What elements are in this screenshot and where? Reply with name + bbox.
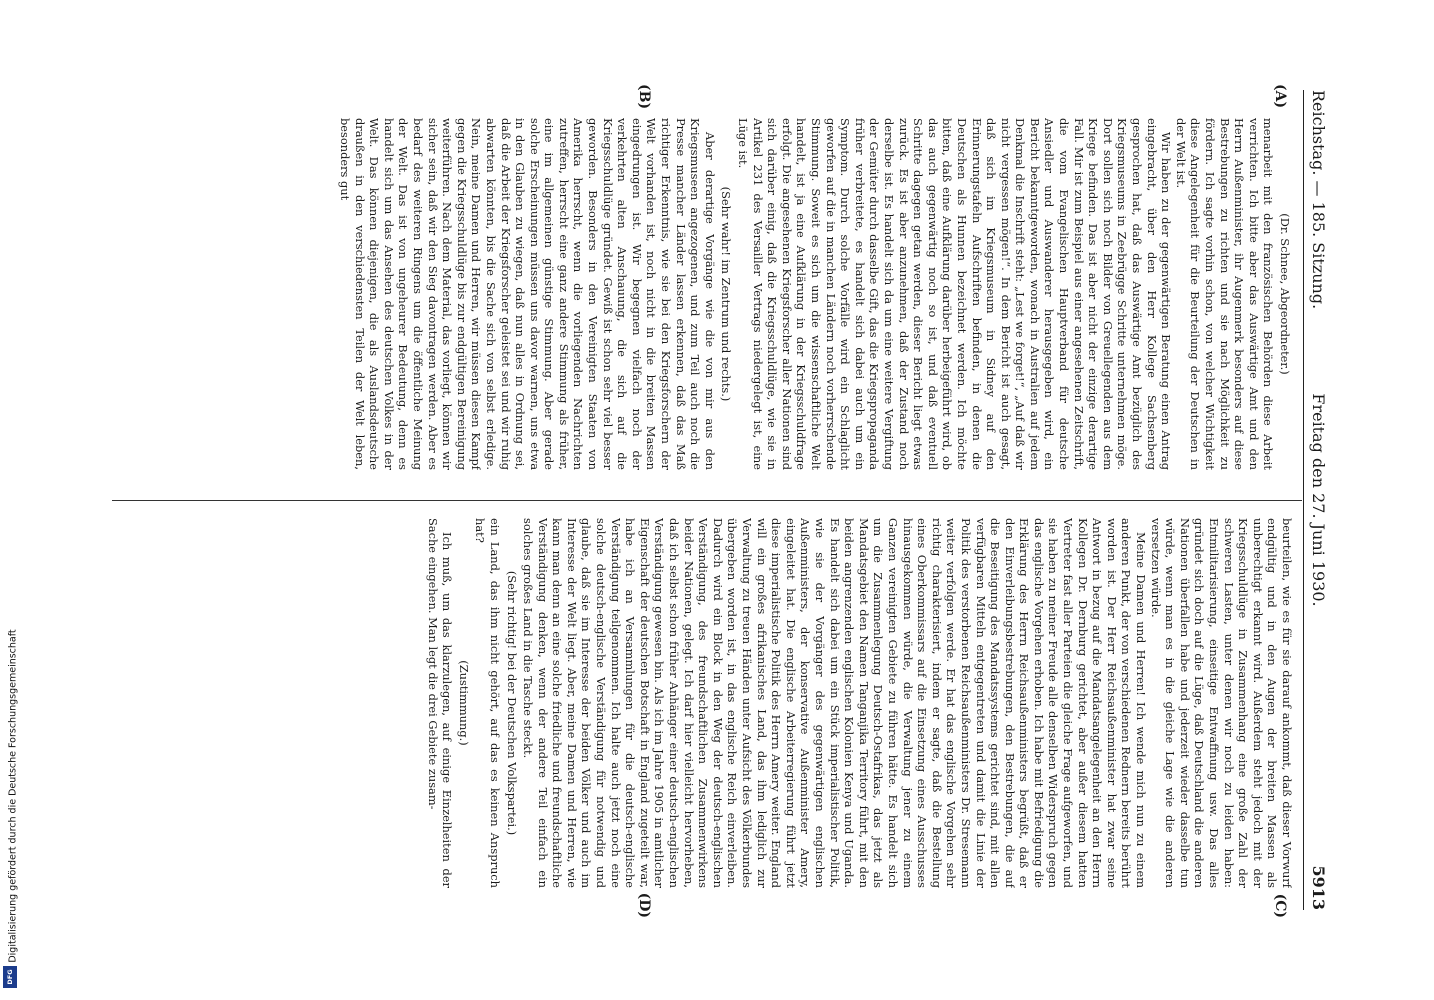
digitization-credit-text: Digitalisierung gefördert durch die Deutsche Forschungsgemeinschaft: [7, 629, 19, 963]
left-column: [110, 118, 1294, 470]
margin-marker-b: (B): [636, 84, 652, 110]
interjection: (Sehr wahr! im Zentrum und rechts.): [719, 186, 734, 402]
margin-marker-c: (C): [1272, 893, 1288, 918]
paragraph: menarbeit mit den französischen Behörden diese Arbeit verrichten. Ich bitte aber das Auswärtige Amt und den Herrn Außenminister, ihr Augenmerk besonders auf diese Bestrebungen zu richten und sie nach Möglichkeit zu fördern. Ich sagte vorhin schon, von welcher Wichtigkeit diese Angelegenheit für die Beurteilung der Deutschen in der Welt ist.: [1173, 118, 1276, 470]
paragraph: Ich muß, um das klarzulegen, auf einige Einzelheiten der Sache eingehen. Man legt die drei Gebiete zusam-: [425, 518, 455, 888]
paragraph: beurteilen, wie es für sie darauf ankommt, daß dieser Vorwurf endgültig und in den Augen der breiten Massen als unberechtigt erkannt wird. Außerdem steht jedoch mit der Kriegsschuldlüge in Zusammenhang eine große Zahl der schweren Lasten, unter denen wir noch zu leiden haben: Entmilitarisierung, einseitige Entwaffnung usw. Das alles gründet sich doch auf die Lüge, daß Deutschland die anderen Nationen überfallen habe und jederzeit wieder dasselbe tun würde, wenn man es in die gleiche Lage wie die anderen versetzen würde.: [1148, 518, 1294, 888]
page-number: 5913: [1309, 865, 1328, 910]
interjection: (Zustimmung.): [456, 660, 471, 746]
page-header: [1302, 90, 1328, 910]
column-divider: [112, 500, 1302, 501]
rotated-page: [92, 70, 1342, 930]
paragraph: ein Land, das ihm nicht gehört, auf das es keinen Anspruch hat?: [473, 518, 502, 888]
interjection: (Sehr richtig! bei der Deutschen Volkspartei.): [504, 570, 519, 836]
digitization-credit: [2, 602, 24, 990]
dfg-logo: [3, 966, 17, 988]
paragraph: Meine Damen und Herren! Ich wende mich nun zu einem anderen Punkt, der von verschiedenen Rednern bereits berührt worden ist. Der Herr Reichsaußenminister hat zwar seine Antwort in bezug auf die Mandatsangelegenheit an den Herrn Kollegen Dr. Dernburg gerichtet, aber außer diesem hatten Vertreter fast aller Parteien die gleiche Frage aufgeworfen, und sie haben zu meiner Freude alle denselben Widerspruch gegen das englische Vorgehen erhoben. Ich habe mit Befriedigung die Erklärung des Herrn Reichsaußenministers begrüßt, daß er den Einverleibungsbestrebungen, den Bestrebungen, die auf die Beseitigung des Mandatssystems gerichtet sind, mit allen verfügbaren Mitteln entgegentreten und damit die Linie der Politik des verstorbenen Reichsaußenministers Dr. Stresemann weiter verfolgen werde. Er hat das englische Vorgehen sehr richtig charakterisiert, indem er sagte, daß die Bestellung eines Oberkommissars auf die Einsetzung eines Ausschusses hinausgekommen würde, die Verwaltung jener zu einem Ganzen vereinigten Gebiete zu führen hätte. Es handelt sich um die Zusammenlegung Deutsch-Ostafrikas, das jetzt als Mandatsgebiet den Namen Tanganjika Territory führt, mit den beiden angrenzenden englischen Kolonien Kenya und Uganda. Es handelt sich dabei um ein Stück imperialistischer Politik, wie sie der Vorgänger des gegenwärtigen englischen Außenministers, der konservative Außenminister Amery, eingeleitet hat. Die englische Arbeiterregierung führt jetzt diese imperialistische Politik des Herrn Amery weiter. England will ein großes afrikanisches Land, das ihm lediglich zur Verwaltung zu treuen Händen unter Aufsicht des Völkerbundes übergeben worden ist, in das englische Reich einverleiben. Dadurch wird ein Block in den Weg der deutsch-englischen Verständigung, des freundschaftlichen Zusammenwirkens beider Nationen, gelegt. Ich darf hier vielleicht hervorheben, daß ich selbst schon früher Anhänger einer deutsch-englischen Verständigung gewesen bin. Als ich im Jahre 1905 in amtlicher Eigenschaft der deutschen Botschaft in England zugeteilt war, habe ich an Versammlungen für die deutsch-englische Verständigung teilgenommen. Ich halte auch jetzt noch eine solche deutsch-englische Verständigung für notwendig und glaube, daß sie im Interesse der beiden Völker und auch im Interesse der Welt liegt. Aber, meine Damen und Herren, wie kann man denn an eine solche friedliche und freundschaftliche Verständigung denken, wenn der andere Teil einfach ein solches großes Land in die Tasche steckt.: [521, 518, 1149, 888]
margin-marker-a: (A): [1272, 84, 1288, 109]
header-rule: [1303, 90, 1304, 910]
header-date: Freitag den 27. Juni 1930.: [1309, 393, 1328, 607]
paragraph: Wir haben zu der gegenwärtigen Beratung einen Antrag eingebracht, über den Herr Kollege Sachsenberg gesprochen hat, daß das Auswärtige Amt bezüglich des Kriegsmuseums in Zeebrügge Schritte unternehmen möge. Dort sollen sich noch Bilder von Greuellegenden aus dem Kriege befinden. Das ist aber nicht der einzige derartige Fall. Mir ist zum Beispiel aus einer angesehenen Zeitschrift, die vom Evangelischen Hauptverband für deutsche Ansiedler und Auswanderer herausgegeben wird, ein Bericht bekanntgeworden, wonach in Australien auf jedem Denkmal die Inschrift steht: „Lest we forget!“, „Auf daß wir nicht vergessen mögen!“. In dem Bericht ist auch gesagt, daß sich im Kriegsmuseum in Sidney auf den Erinnerungstafeln Aufschriften befinden, in denen die Deutschen als Hunnen bezeichnet werden. Ich möchte bitten, daß eine Aufklärung darüber herbeigeführt wird, ob das auch gegenwärtig noch so ist, und daß eventuell Schritte dagegen getan werden, dieser Bericht liegt etwas zurück. Es ist aber anzunehmen, daß der Zustand noch derselbe ist. Es handelt sich da um eine weitere Vergiftung der Gemüter durch dasselbe Gift, das die Kriegspropaganda früher verbreitete, es handelt sich dabei auch um ein Symptom. Durch solche Vorfälle wird ein Schlaglicht geworfen auf die in manchen Ländern noch vorherrschende Stimmung. Soweit es sich um die wissenschaftliche Welt handelt, ist ja eine Aufklärung in der Kriegsschuldfrage erfolgt. Die angesehenen Kriegsforscher aller Nationen sind sich darüber einig, daß die Kriegsschuldlüge, wie sie in Artikel 231 des Versailler Vertrags niedergelegt ist, eine Lüge ist.: [736, 118, 1174, 470]
margin-marker-d: (D): [636, 892, 652, 918]
right-column: [110, 518, 1294, 888]
header-session: Reichstag. — 185. Sitzung.: [1309, 90, 1328, 310]
speaker-line: (Dr. Schnee, Abgeordneter.): [1278, 213, 1292, 375]
paragraph: Aber derartige Vorgänge wie die von mir aus den Kriegsmuseen angezogenen, und zum Teil auch noch die Presse mancher Länder lassen erkennen, daß das Maß richtiger Erkenntnis, wie sie bei den Kriegsforschern der Welt vorhanden ist, noch nicht in die breiten Massen eingedrungen ist. Wir begegnen vielfach noch der verkehrten alten Anschauung, die sich auf die Kriegsschuldlüge gründet. Gewiß ist schon sehr viel besser geworden. Besonders in den Vereinigten Staaten von Amerika herrscht, wenn die vorliegenden Nachrichten zutreffen, herrscht eine ganz andere Stimmung als früher, eine im allgemeinen günstige Stimmung. Aber gerade solche Erscheinungen müssen uns davor warnen, uns etwa in den Glauben zu wiegen, daß nun alles in Ordnung sei, daß die Arbeit der Kriegsforscher geleistet sei und wir ruhig abwarten könnten, bis die Sache sich von selbst erledige. Nein, meine Damen und Herren, wir müssen diesen Kampf gegen die Kriegsschuldlüge bis zur endgültigen Bereinigung weiterführen. Nach dem Material, das vorliegt, können wir sicher sein, daß wir den Sieg davontragen werden. Aber es bedarf des weiteren Ringens um die öffentliche Meinung der Welt. Das ist von ungeheurer Bedeutung, denn es handelt sich um das Ansehen des deutschen Volkes in der Welt. Das können diejenigen, die als Auslandsdeutsche draußen in den verschiedensten Teilen der Welt leben, besonders gut: [338, 118, 717, 470]
dfg-logo-text: DFG: [6, 969, 14, 985]
